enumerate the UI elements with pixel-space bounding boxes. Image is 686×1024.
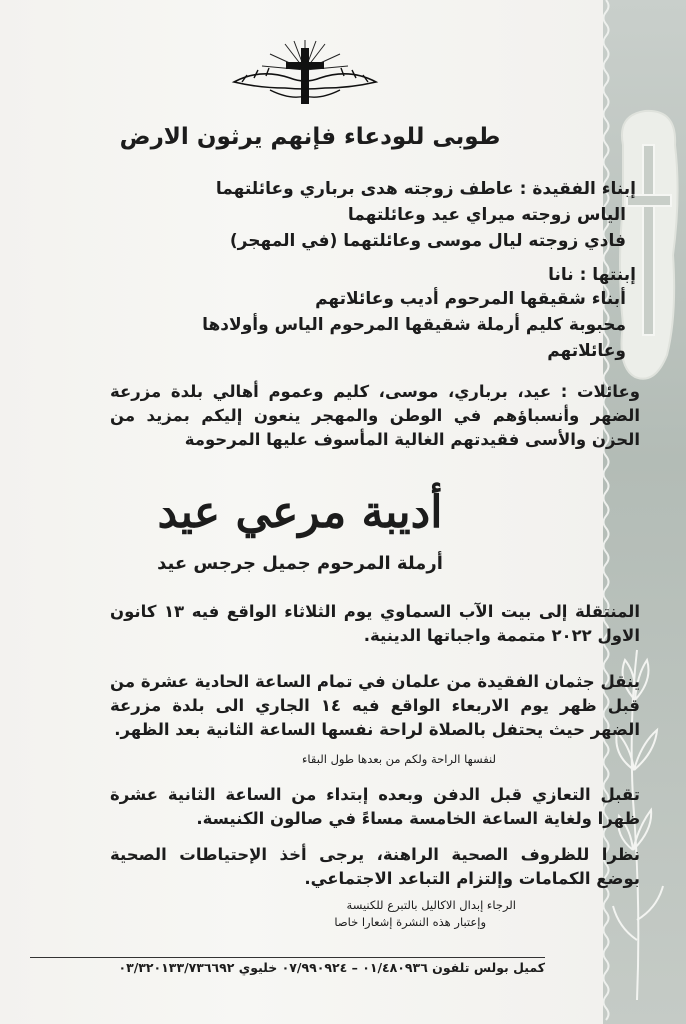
relatives-line-families: وعائلاتهم [547, 341, 626, 361]
note-wreaths: الرجاء إبدال الاكاليل بالتبرع للكنيسة [346, 898, 516, 912]
relatives-line-daughter: إبنتها : نانا [548, 265, 636, 285]
footer-contact: كميل بولس تلفون ٠١/٤٨٠٩٣٦ – ٠٧/٩٩٠٩٢٤ خليوي ٠٣/٣٢٠١٣٣/٧٣٦٦٩٢ [118, 960, 545, 975]
note-private-notice: وإعتبار هذه النشرة إشعارا خاصا [334, 915, 486, 929]
death-paragraph: المنتقلة إلى بيت الآب السماوي يوم الثلاثاء الواقع فيه ١٣ كانون الاول ٢٠٢٢ متممة واجباتها الدينية. [110, 602, 640, 645]
cross-sunburst-icon [230, 38, 380, 110]
deceased-title: أرملة المرحوم جميل جرجس عيد [157, 553, 443, 574]
headline: طوبى للودعاء فإنهم يرثون الارض [119, 124, 501, 150]
families-paragraph: وعائلات : عيد، برباري، موسى، كليم وعموم أهالي بلدة مزرعة الضهر وأنسباؤهم في الوطن والمهجر ينعون إليكم بمزيد من الحزن والأسى فقيدتهم الغالية المأسوف عليها المرحومة [110, 382, 640, 449]
footer-divider [30, 957, 545, 958]
relatives-line-sons: إبناء الفقيدة : عاطف زوجته هدى برباري وعائلتهما [215, 179, 636, 199]
relatives-line-son-3: فادي زوجته ليال موسى وعائلتهما (في المهجر) [229, 231, 626, 251]
relatives-line-sister-in-law: محبوبة كليم أرملة شقيقها المرحوم الياس وأولادها [202, 315, 626, 335]
deceased-name: أديبة مرعي عيد [157, 487, 443, 538]
relatives-line-son-2: الياس زوجته ميراي عيد وعائلتهما [347, 205, 626, 225]
blessing-text: لنفسها الراحة ولكم من بعدها طول البقاء [302, 752, 496, 766]
condolence-paragraph: تقبل التعازي قبل الدفن وبعده إبتداء من الساعة الثانية عشرة ظهرا ولغاية الساعة الخامسة مساءً في صالون الكنيسة. [110, 785, 640, 828]
funeral-paragraph: ينقل جثمان الفقيدة من علمان في تمام الساعة الحادية عشرة من قبل ظهر يوم الاربعاء الواقع فيه ١٤ الجاري الى بلدة مزرعة الضهر حيث يحتفل بالصلاة لراحة نفسها الساعة الثانية بعد الظهر. [110, 672, 640, 739]
relatives-line-nephews: أبناء شقيقها المرحوم أديب وعائلاتهم [315, 289, 626, 309]
health-paragraph: نظرا للظروف الصحية الراهنة، يرجى أخذ الإحتياطات الصحية بوضع الكمامات وإلتزام التباعد الاجتماعي. [110, 845, 640, 888]
